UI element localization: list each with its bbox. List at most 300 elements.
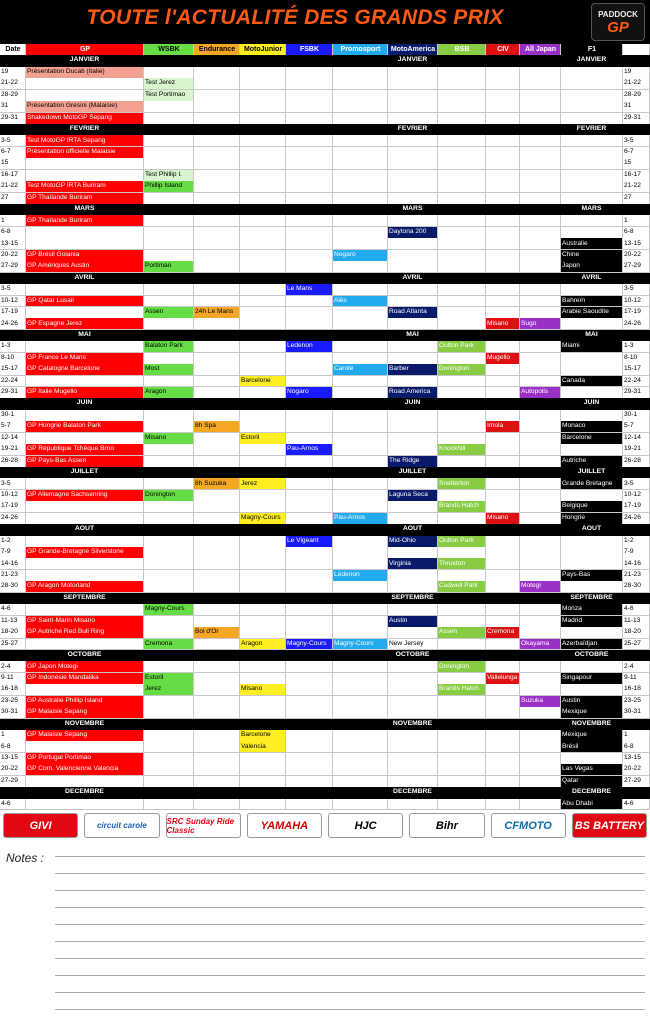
empty-cell xyxy=(388,410,438,422)
event-cell: Le Mans xyxy=(286,284,333,296)
empty-cell xyxy=(388,318,438,330)
empty-cell xyxy=(240,364,286,376)
empty-cell xyxy=(194,410,240,422)
empty-cell xyxy=(333,444,388,456)
empty-cell xyxy=(486,730,520,742)
month-label-center: MAI xyxy=(388,330,438,342)
empty-cell xyxy=(194,661,240,673)
empty-cell xyxy=(561,661,623,673)
empty-cell xyxy=(333,341,388,353)
date-cell: 29-31 xyxy=(0,387,26,399)
empty-cell xyxy=(486,341,520,353)
empty-cell xyxy=(144,501,194,513)
empty-cell xyxy=(286,158,333,170)
empty-cell xyxy=(194,215,240,227)
empty-cell xyxy=(286,410,333,422)
empty-cell xyxy=(333,696,388,708)
empty-cell xyxy=(520,250,561,262)
empty-cell xyxy=(194,90,240,102)
empty-cell xyxy=(561,67,623,79)
date-cell-right: 4-6 xyxy=(623,604,650,616)
date-cell-right: 9-11 xyxy=(623,673,650,685)
empty-cell xyxy=(486,364,520,376)
empty-cell xyxy=(240,547,286,559)
empty-cell xyxy=(240,776,286,788)
empty-cell xyxy=(144,478,194,490)
empty-cell xyxy=(240,673,286,685)
empty-cell xyxy=(333,433,388,445)
empty-cell xyxy=(486,227,520,239)
empty-cell xyxy=(26,238,144,250)
date-cell-right: 18-20 xyxy=(623,627,650,639)
empty-cell xyxy=(144,707,194,719)
empty-cell xyxy=(194,444,240,456)
event-cell: New Jersey xyxy=(388,639,438,651)
event-cell: GP Hongrie Balaton Park xyxy=(26,421,144,433)
date-cell: 11-13 xyxy=(0,616,26,628)
event-cell: GP Espagne Jerez xyxy=(26,318,144,330)
empty-cell xyxy=(286,478,333,490)
event-cell: Autriche xyxy=(561,456,623,468)
empty-cell xyxy=(144,764,194,776)
empty-cell xyxy=(486,135,520,147)
event-cell: Jerez xyxy=(144,684,194,696)
empty-cell xyxy=(438,776,486,788)
event-cell: Monza xyxy=(561,604,623,616)
empty-cell xyxy=(286,113,333,125)
empty-cell xyxy=(486,147,520,159)
empty-cell xyxy=(333,410,388,422)
empty-cell xyxy=(520,193,561,205)
empty-cell xyxy=(240,135,286,147)
empty-cell xyxy=(438,410,486,422)
event-cell: Présentation officielle Malaisie xyxy=(26,147,144,159)
empty-cell xyxy=(520,181,561,193)
column-header-fsbk: FSBK xyxy=(286,44,333,56)
empty-cell xyxy=(438,67,486,79)
event-cell: GP Brésil Goiania xyxy=(26,250,144,262)
event-cell: Miami xyxy=(561,341,623,353)
date-cell: 28-29 xyxy=(0,90,26,102)
event-cell: Barcelone xyxy=(240,730,286,742)
date-cell: 24-26 xyxy=(0,513,26,525)
month-label-gp: SEPTEMBRE xyxy=(26,593,144,605)
empty-cell xyxy=(333,456,388,468)
event-cell: Aragon xyxy=(240,639,286,651)
notes-label: Notes : xyxy=(6,851,45,865)
month-label-f1: JANVIER xyxy=(561,55,623,67)
empty-cell xyxy=(388,181,438,193)
empty-cell xyxy=(194,158,240,170)
empty-cell xyxy=(520,364,561,376)
empty-cell xyxy=(486,478,520,490)
date-cell-right: 1 xyxy=(623,730,650,742)
date-cell-right: 14-16 xyxy=(623,558,650,570)
event-cell: Oulton Park xyxy=(438,341,486,353)
empty-cell xyxy=(520,513,561,525)
empty-cell xyxy=(388,513,438,525)
empty-cell xyxy=(520,799,561,811)
empty-cell xyxy=(144,101,194,113)
empty-cell xyxy=(333,376,388,388)
empty-cell xyxy=(286,67,333,79)
empty-cell xyxy=(520,547,561,559)
empty-cell xyxy=(144,113,194,125)
empty-cell xyxy=(520,684,561,696)
empty-cell xyxy=(144,67,194,79)
empty-cell xyxy=(240,764,286,776)
date-cell-right: 16-18 xyxy=(623,684,650,696)
empty-cell xyxy=(26,536,144,548)
empty-cell xyxy=(286,353,333,365)
empty-cell xyxy=(561,490,623,502)
empty-cell xyxy=(388,776,438,788)
month-label-center: DECEMBRE xyxy=(388,787,438,799)
column-header-f1: F1 xyxy=(561,44,623,56)
date-cell: 20-22 xyxy=(0,250,26,262)
event-cell: Le Vigeant xyxy=(286,536,333,548)
event-cell: GP Com. Valencienne Valencia xyxy=(26,764,144,776)
date-cell-right: 21-23 xyxy=(623,570,650,582)
empty-cell xyxy=(333,558,388,570)
date-cell: 5-7 xyxy=(0,421,26,433)
empty-cell xyxy=(144,536,194,548)
empty-cell xyxy=(286,684,333,696)
empty-cell xyxy=(388,158,438,170)
date-cell: 3-5 xyxy=(0,478,26,490)
empty-cell xyxy=(333,170,388,182)
empty-cell xyxy=(144,581,194,593)
date-cell-right: 27-29 xyxy=(623,261,650,273)
empty-cell xyxy=(486,444,520,456)
empty-cell xyxy=(438,170,486,182)
empty-cell xyxy=(486,410,520,422)
event-cell: Misano xyxy=(486,318,520,330)
date-cell-right: 8-10 xyxy=(623,353,650,365)
empty-cell xyxy=(286,250,333,262)
empty-cell xyxy=(286,799,333,811)
event-cell: Azerbaïdjan xyxy=(561,639,623,651)
empty-cell xyxy=(333,730,388,742)
notes-line xyxy=(55,890,645,891)
empty-cell xyxy=(486,616,520,628)
empty-cell xyxy=(194,67,240,79)
date-cell-right: 6-8 xyxy=(623,227,650,239)
empty-cell xyxy=(561,753,623,765)
empty-cell xyxy=(333,776,388,788)
column-header-promosport: Promosport xyxy=(333,44,388,56)
month-label-gp: NOVEMBRE xyxy=(26,719,144,731)
empty-cell xyxy=(388,478,438,490)
empty-cell xyxy=(520,764,561,776)
event-cell: GP Pays-Bas Assen xyxy=(26,456,144,468)
empty-cell xyxy=(438,387,486,399)
month-label-center: JUIN xyxy=(388,398,438,410)
event-cell: Cremona xyxy=(144,639,194,651)
event-cell: GP France Le Mans xyxy=(26,353,144,365)
empty-cell xyxy=(240,581,286,593)
month-label-gp: MARS xyxy=(26,204,144,216)
empty-cell xyxy=(520,433,561,445)
month-label-gp: OCTOBRE xyxy=(26,650,144,662)
event-cell: Brésil xyxy=(561,741,623,753)
date-cell-right: 16-17 xyxy=(623,170,650,182)
event-cell: Alès xyxy=(333,296,388,308)
event-cell: Balaton Park xyxy=(144,341,194,353)
event-cell: Mexique xyxy=(561,707,623,719)
month-label-center: AVRIL xyxy=(388,273,438,285)
empty-cell xyxy=(486,639,520,651)
event-cell: GP Catalogne Barcelone xyxy=(26,364,144,376)
empty-cell xyxy=(240,604,286,616)
empty-cell xyxy=(388,433,438,445)
date-cell: 24-26 xyxy=(0,318,26,330)
empty-cell xyxy=(240,570,286,582)
event-cell: Madrid xyxy=(561,616,623,628)
date-cell: 21-22 xyxy=(0,78,26,90)
empty-cell xyxy=(333,387,388,399)
empty-cell xyxy=(194,684,240,696)
date-cell: 2-4 xyxy=(0,661,26,673)
event-cell: Magny-Cours xyxy=(240,513,286,525)
event-cell: Aragon xyxy=(144,387,194,399)
empty-cell xyxy=(240,147,286,159)
empty-cell xyxy=(520,67,561,79)
date-cell-right: 19-21 xyxy=(623,444,650,456)
column-header-gp: GP xyxy=(26,44,144,56)
empty-cell xyxy=(438,764,486,776)
empty-cell xyxy=(194,581,240,593)
empty-cell xyxy=(486,296,520,308)
empty-cell xyxy=(333,90,388,102)
empty-cell xyxy=(561,284,623,296)
empty-cell xyxy=(144,570,194,582)
empty-cell xyxy=(561,536,623,548)
notes-line xyxy=(55,958,645,959)
empty-cell xyxy=(486,433,520,445)
empty-cell xyxy=(144,513,194,525)
notes-line xyxy=(55,975,645,976)
empty-cell xyxy=(240,90,286,102)
empty-cell xyxy=(520,490,561,502)
empty-cell xyxy=(486,558,520,570)
date-cell: 17-19 xyxy=(0,307,26,319)
date-cell: 27-29 xyxy=(0,776,26,788)
empty-cell xyxy=(286,604,333,616)
empty-cell xyxy=(26,410,144,422)
empty-cell xyxy=(388,444,438,456)
date-cell-right: 10-12 xyxy=(623,490,650,502)
calendar-grid xyxy=(0,44,650,810)
empty-cell xyxy=(240,181,286,193)
empty-cell xyxy=(561,193,623,205)
event-cell: 8h Spa xyxy=(194,421,240,433)
empty-cell xyxy=(333,181,388,193)
empty-cell xyxy=(286,707,333,719)
empty-cell xyxy=(26,501,144,513)
date-cell: 1 xyxy=(0,215,26,227)
column-header-bsb: BSB xyxy=(438,44,486,56)
empty-cell xyxy=(144,215,194,227)
empty-cell xyxy=(438,753,486,765)
empty-cell xyxy=(486,193,520,205)
event-cell: Austin xyxy=(388,616,438,628)
empty-cell xyxy=(144,776,194,788)
empty-cell xyxy=(194,558,240,570)
empty-cell xyxy=(286,741,333,753)
empty-cell xyxy=(144,318,194,330)
empty-cell xyxy=(333,604,388,616)
empty-cell xyxy=(333,101,388,113)
empty-cell xyxy=(388,501,438,513)
event-cell: Estoril xyxy=(240,433,286,445)
notes-line xyxy=(55,992,645,993)
empty-cell xyxy=(561,181,623,193)
empty-cell xyxy=(240,67,286,79)
empty-cell xyxy=(286,307,333,319)
empty-cell xyxy=(438,147,486,159)
event-cell: Bol d'Or xyxy=(194,627,240,639)
empty-cell xyxy=(286,673,333,685)
empty-cell xyxy=(520,501,561,513)
empty-cell xyxy=(240,799,286,811)
date-cell-right: 13-15 xyxy=(623,753,650,765)
empty-cell xyxy=(286,261,333,273)
empty-cell xyxy=(520,135,561,147)
empty-cell xyxy=(561,90,623,102)
date-cell: 6-7 xyxy=(0,147,26,159)
empty-cell xyxy=(240,158,286,170)
empty-cell xyxy=(194,250,240,262)
date-cell-right: 29-31 xyxy=(623,113,650,125)
empty-cell xyxy=(438,261,486,273)
empty-cell xyxy=(388,741,438,753)
empty-cell xyxy=(26,478,144,490)
event-cell: GP Australie Phillip Island xyxy=(26,696,144,708)
empty-cell xyxy=(520,673,561,685)
empty-cell xyxy=(26,433,144,445)
month-label-f1: MAI xyxy=(561,330,623,342)
date-cell: 3-5 xyxy=(0,284,26,296)
empty-cell xyxy=(144,250,194,262)
event-cell: GP Allemagne Sachsenring xyxy=(26,490,144,502)
empty-cell xyxy=(486,101,520,113)
empty-cell xyxy=(194,604,240,616)
empty-cell xyxy=(520,730,561,742)
date-cell-right: 7-9 xyxy=(623,547,650,559)
empty-cell xyxy=(486,456,520,468)
empty-cell xyxy=(240,307,286,319)
event-cell: GP Japon Motegi xyxy=(26,661,144,673)
empty-cell xyxy=(240,707,286,719)
event-cell: Oulton Park xyxy=(438,536,486,548)
empty-cell xyxy=(520,90,561,102)
empty-cell xyxy=(144,284,194,296)
empty-cell xyxy=(240,753,286,765)
empty-cell xyxy=(286,730,333,742)
empty-cell xyxy=(240,113,286,125)
empty-cell xyxy=(194,799,240,811)
empty-cell xyxy=(520,113,561,125)
column-header-motojunior: MotoJunior xyxy=(240,44,286,56)
event-cell: Monaco xyxy=(561,421,623,433)
empty-cell xyxy=(26,513,144,525)
empty-cell xyxy=(486,215,520,227)
empty-cell xyxy=(144,376,194,388)
event-cell: Donington xyxy=(438,364,486,376)
empty-cell xyxy=(486,501,520,513)
date-cell: 6-8 xyxy=(0,741,26,753)
empty-cell xyxy=(240,170,286,182)
empty-cell xyxy=(286,696,333,708)
empty-cell xyxy=(194,501,240,513)
empty-cell xyxy=(388,113,438,125)
date-cell: 29-31 xyxy=(0,113,26,125)
empty-cell xyxy=(240,627,286,639)
event-cell: Qatar xyxy=(561,776,623,788)
empty-cell xyxy=(486,170,520,182)
empty-cell xyxy=(438,799,486,811)
date-cell-right: 3-5 xyxy=(623,284,650,296)
month-label-gp: JANVIER xyxy=(26,55,144,67)
empty-cell xyxy=(194,570,240,582)
empty-cell xyxy=(486,570,520,582)
date-cell-right: 10-12 xyxy=(623,296,650,308)
date-cell-right: 12-14 xyxy=(623,433,650,445)
empty-cell xyxy=(438,741,486,753)
notes-line xyxy=(55,1009,645,1010)
event-cell: Donington xyxy=(438,661,486,673)
empty-cell xyxy=(438,421,486,433)
empty-cell xyxy=(520,558,561,570)
empty-cell xyxy=(240,193,286,205)
empty-cell xyxy=(388,296,438,308)
empty-cell xyxy=(194,113,240,125)
empty-cell xyxy=(561,158,623,170)
empty-cell xyxy=(486,799,520,811)
empty-cell xyxy=(333,581,388,593)
empty-cell xyxy=(388,238,438,250)
empty-cell xyxy=(333,741,388,753)
empty-cell xyxy=(194,536,240,548)
event-cell: GP Malaisie Sepang xyxy=(26,707,144,719)
sponsor-logo: HJC xyxy=(328,813,403,838)
empty-cell xyxy=(333,318,388,330)
logo-top-text: PADDOCK xyxy=(598,10,638,19)
empty-cell xyxy=(438,158,486,170)
event-cell: Snetterton xyxy=(438,478,486,490)
event-cell: GP Aragon Motorland xyxy=(26,581,144,593)
date-cell-right: 27-29 xyxy=(623,776,650,788)
empty-cell xyxy=(438,730,486,742)
event-cell: Japon xyxy=(561,261,623,273)
date-cell: 13-15 xyxy=(0,238,26,250)
month-label-gp: JUIN xyxy=(26,398,144,410)
empty-cell xyxy=(333,799,388,811)
empty-cell xyxy=(333,353,388,365)
empty-cell xyxy=(438,547,486,559)
empty-cell xyxy=(194,387,240,399)
date-cell-right: 29-31 xyxy=(623,387,650,399)
empty-cell xyxy=(438,707,486,719)
empty-cell xyxy=(333,78,388,90)
empty-cell xyxy=(333,261,388,273)
empty-cell xyxy=(438,113,486,125)
empty-cell xyxy=(388,67,438,79)
empty-cell xyxy=(486,490,520,502)
date-cell-right: 30-31 xyxy=(623,707,650,719)
date-cell: 22-24 xyxy=(0,376,26,388)
